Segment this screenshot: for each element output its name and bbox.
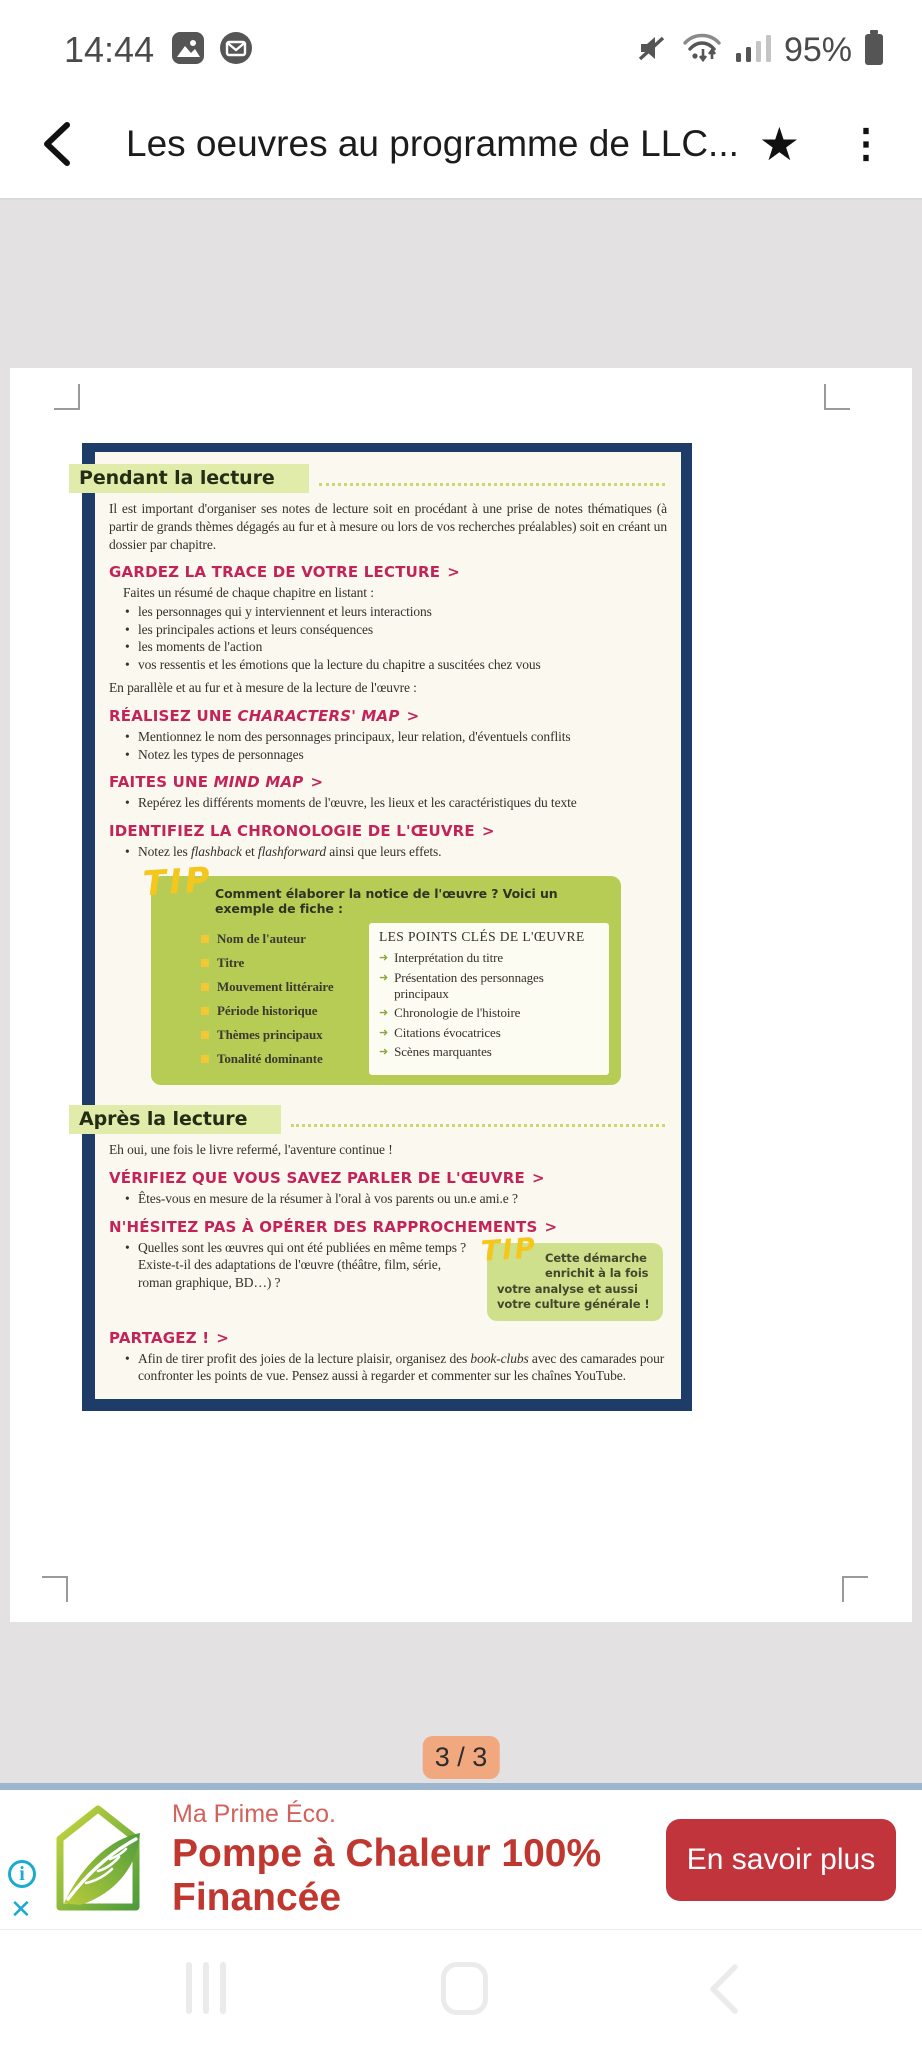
ad-top-divider [0,1783,922,1790]
heading-realisez: RÉALISEZ UNE CHARACTERS' MAP > [109,706,420,725]
fiche-field-list [201,923,369,1075]
fiche-field: Titre [201,955,369,971]
email-notification-icon [218,30,254,71]
section-title-apres: Après la lecture [69,1105,281,1134]
bullet-icon: • [125,621,130,637]
arrow-bullet-icon: ➜ [379,1046,389,1059]
pdf-viewer-area[interactable] [0,200,922,1783]
points-cles-item: ➜ Chronologie de l'histoire [379,1005,521,1021]
square-bullet-icon [201,983,209,991]
overflow-menu-button[interactable]: ⋮ [846,122,886,166]
points-cles-item: ➜ Scènes marquantes [379,1044,492,1060]
identifiez-list [125,843,667,861]
bullet-icon: • [125,728,130,744]
tip-box-demarche [479,1230,663,1321]
bookmark-star-button[interactable]: ★ [758,118,800,170]
bullet-icon: • [125,1190,130,1206]
parallel-line: En parallèle et au fur et à mesure de la lecture de l'œuvre : [109,680,417,696]
square-bullet-icon [201,1007,209,1015]
faites-list [125,794,667,812]
list-item: • les moments de l'action [125,639,263,655]
points-cles-title: LES POINTS CLÉS DE L'ŒUVRE [379,929,585,945]
crop-mark [842,1576,868,1602]
heading-verifiez: VÉRIFIEZ QUE VOUS SAVEZ PARLER DE L'ŒUVRE > [109,1168,545,1187]
ad-logo-house-leaf [48,1799,148,1920]
tip-label: TIP [479,1230,539,1268]
tip-label: TIP [141,859,215,905]
fiche-field: Nom de l'auteur [201,931,369,947]
crop-mark [824,384,850,410]
arrow-bullet-icon: ➜ [379,1026,389,1039]
points-cles-list [379,950,599,1060]
recents-button[interactable] [186,1962,226,2014]
square-bullet-icon [201,959,209,967]
heading-faites: FAITES UNE MIND MAP > [109,773,324,792]
status-bar [0,0,922,90]
list-item: • vos ressentis et les émotions que la lecture du chapitre a suscitées chez vous [125,656,541,672]
bullet-icon: • [125,656,130,672]
heading-gardez: GARDEZ LA TRACE DE VOTRE LECTURE > [109,563,460,582]
bullet-icon: • [125,843,130,859]
bullet-icon: • [125,1239,130,1255]
battery-icon [862,28,886,73]
document-title: Les oeuvres au programme de LLC... [126,123,739,164]
points-cles-card [369,923,609,1075]
arrow-bullet-icon: ➜ [379,952,389,965]
apres-intro: Eh oui, une fois le livre refermé, l'aventure continue ! [109,1142,393,1158]
points-cles-item: ➜ Citations évocatrices [379,1024,501,1040]
list-item: • Êtes-vous en mesure de la résumer à l'oral à vos parents ou un.e ami.e ? [125,1190,518,1206]
tip-intro: Comment élaborer la notice de l'œuvre ? Voici un exemple de fiche : [215,886,558,917]
tip-demarche-text: Cette démarche enrichit à la fois votre analyse et aussi votre culture générale ! [497,1250,650,1312]
list-item: • Mentionnez le nom des personnages principaux, leur relation, d'éventuels conflits [125,728,571,744]
square-bullet-icon [201,1031,209,1039]
android-navbar [0,1930,922,2048]
ad-close-icon[interactable]: ✕ [10,1894,32,1924]
bullet-icon: • [125,603,130,619]
ad-headline: Pompe à Chaleur 100% Financée [172,1831,602,1919]
list-item: • Repérez les différents moments de l'œuvre, les lieux et les caractéristiques du texte [125,795,577,811]
ad-info-icon[interactable]: i [8,1860,36,1888]
gardez-lead: Faites un résumé de chaque chapitre en listant : [123,585,374,601]
list-item: • Afin de tirer profit des joies de la lecture plaisir, organisez des book-clubs avec des camarades pour confronter les points de vue. Pensez aussi à regarder et commenter sur les chaînes YouTube. [125,1350,665,1384]
dotted-rule [291,1124,665,1127]
heading-arrow: > [544,1217,558,1236]
list-item: • les principales actions et leurs conséquences [125,621,374,637]
section-title-pendant: Pendant la lecture [69,464,309,493]
heading-arrow: > [216,1328,230,1347]
crop-mark [54,384,80,410]
heading-arrow: > [481,821,495,840]
bullet-icon: • [125,1350,130,1366]
notification-icons [170,30,254,71]
bullet-icon: • [125,746,130,762]
list-item: • Notez les types de personnages [125,746,304,762]
fiche-field: Mouvement littéraire [201,979,369,995]
dotted-rule [319,483,665,486]
scanned-workbook-content [79,452,681,1399]
bullet-icon: • [125,639,130,655]
scanned-workbook-frame [79,443,692,1411]
mute-icon [634,30,670,71]
heading-arrow: > [531,1168,545,1187]
square-bullet-icon [201,1055,209,1063]
nav-back-button[interactable] [706,1962,740,2021]
heading-arrow: > [406,706,420,725]
fiche-field: Période historique [201,1003,369,1019]
fiche-field: Thèmes principaux [201,1027,369,1043]
bullet-icon: • [125,795,130,811]
gardez-list [125,603,667,673]
app-toolbar [0,90,922,198]
clock: 14:44 [64,29,155,70]
wifi-icon [680,29,724,72]
intro-paragraph: Il est important d'organiser ses notes de lecture soit en procédant à une prise de notes thématiques (à partir de grands thèmes dégagés au fur et à mesure ou lors de vos recherches préalables) soit en créant un dossier par chapitre. [109,501,667,552]
gallery-notification-icon [170,30,206,71]
pdf-page [10,368,912,1622]
verifiez-list [125,1190,667,1208]
list-item: • les personnages qui y interviennent et leurs interactions [125,603,432,619]
realisez-list [125,728,667,763]
heading-nhesitez: N'HÉSITEZ PAS À OPÉRER DES RAPPROCHEMENTS > [109,1217,558,1236]
partagez-list [125,1350,667,1385]
ad-copy [172,1800,652,1919]
page-indicator-badge: 3 / 3 [423,1736,500,1779]
tip-box-fiche [141,859,621,1085]
ad-brand: Ma Prime Éco. [172,1799,336,1828]
heading-partagez: PARTAGEZ ! > [109,1328,230,1347]
fiche-field: Tonalité dominante [201,1051,369,1067]
ad-cta-button[interactable]: En savoir plus [666,1819,896,1901]
arrow-bullet-icon: ➜ [379,1007,389,1020]
battery-percentage: 95% [783,30,852,69]
heading-arrow: > [447,563,460,582]
list-item: • Quelles sont les œuvres qui ont été publiées en même temps ? Existe-t-il des adaptations de l'œuvre (théâtre, film, série, roman graphique, BD…) ? [125,1239,467,1290]
back-button[interactable] [34,118,78,170]
status-right-icons [634,28,886,73]
heading-identifiez: IDENTIFIEZ LA CHRONOLOGIE DE L'ŒUVRE > [109,821,495,840]
heading-arrow: > [310,773,324,792]
crop-mark [42,1576,68,1602]
ad-banner[interactable] [0,1790,922,1930]
list-item: • Notez les flashback et flashforward ainsi que leurs effets. [125,843,442,859]
home-button[interactable] [441,1962,488,2015]
square-bullet-icon [201,935,209,943]
points-cles-item: ➜ Interprétation du titre [379,950,504,966]
signal-icon [734,31,774,70]
arrow-bullet-icon: ➜ [379,971,389,984]
points-cles-item: ➜ Présentation des personnages principaux [379,969,544,1001]
